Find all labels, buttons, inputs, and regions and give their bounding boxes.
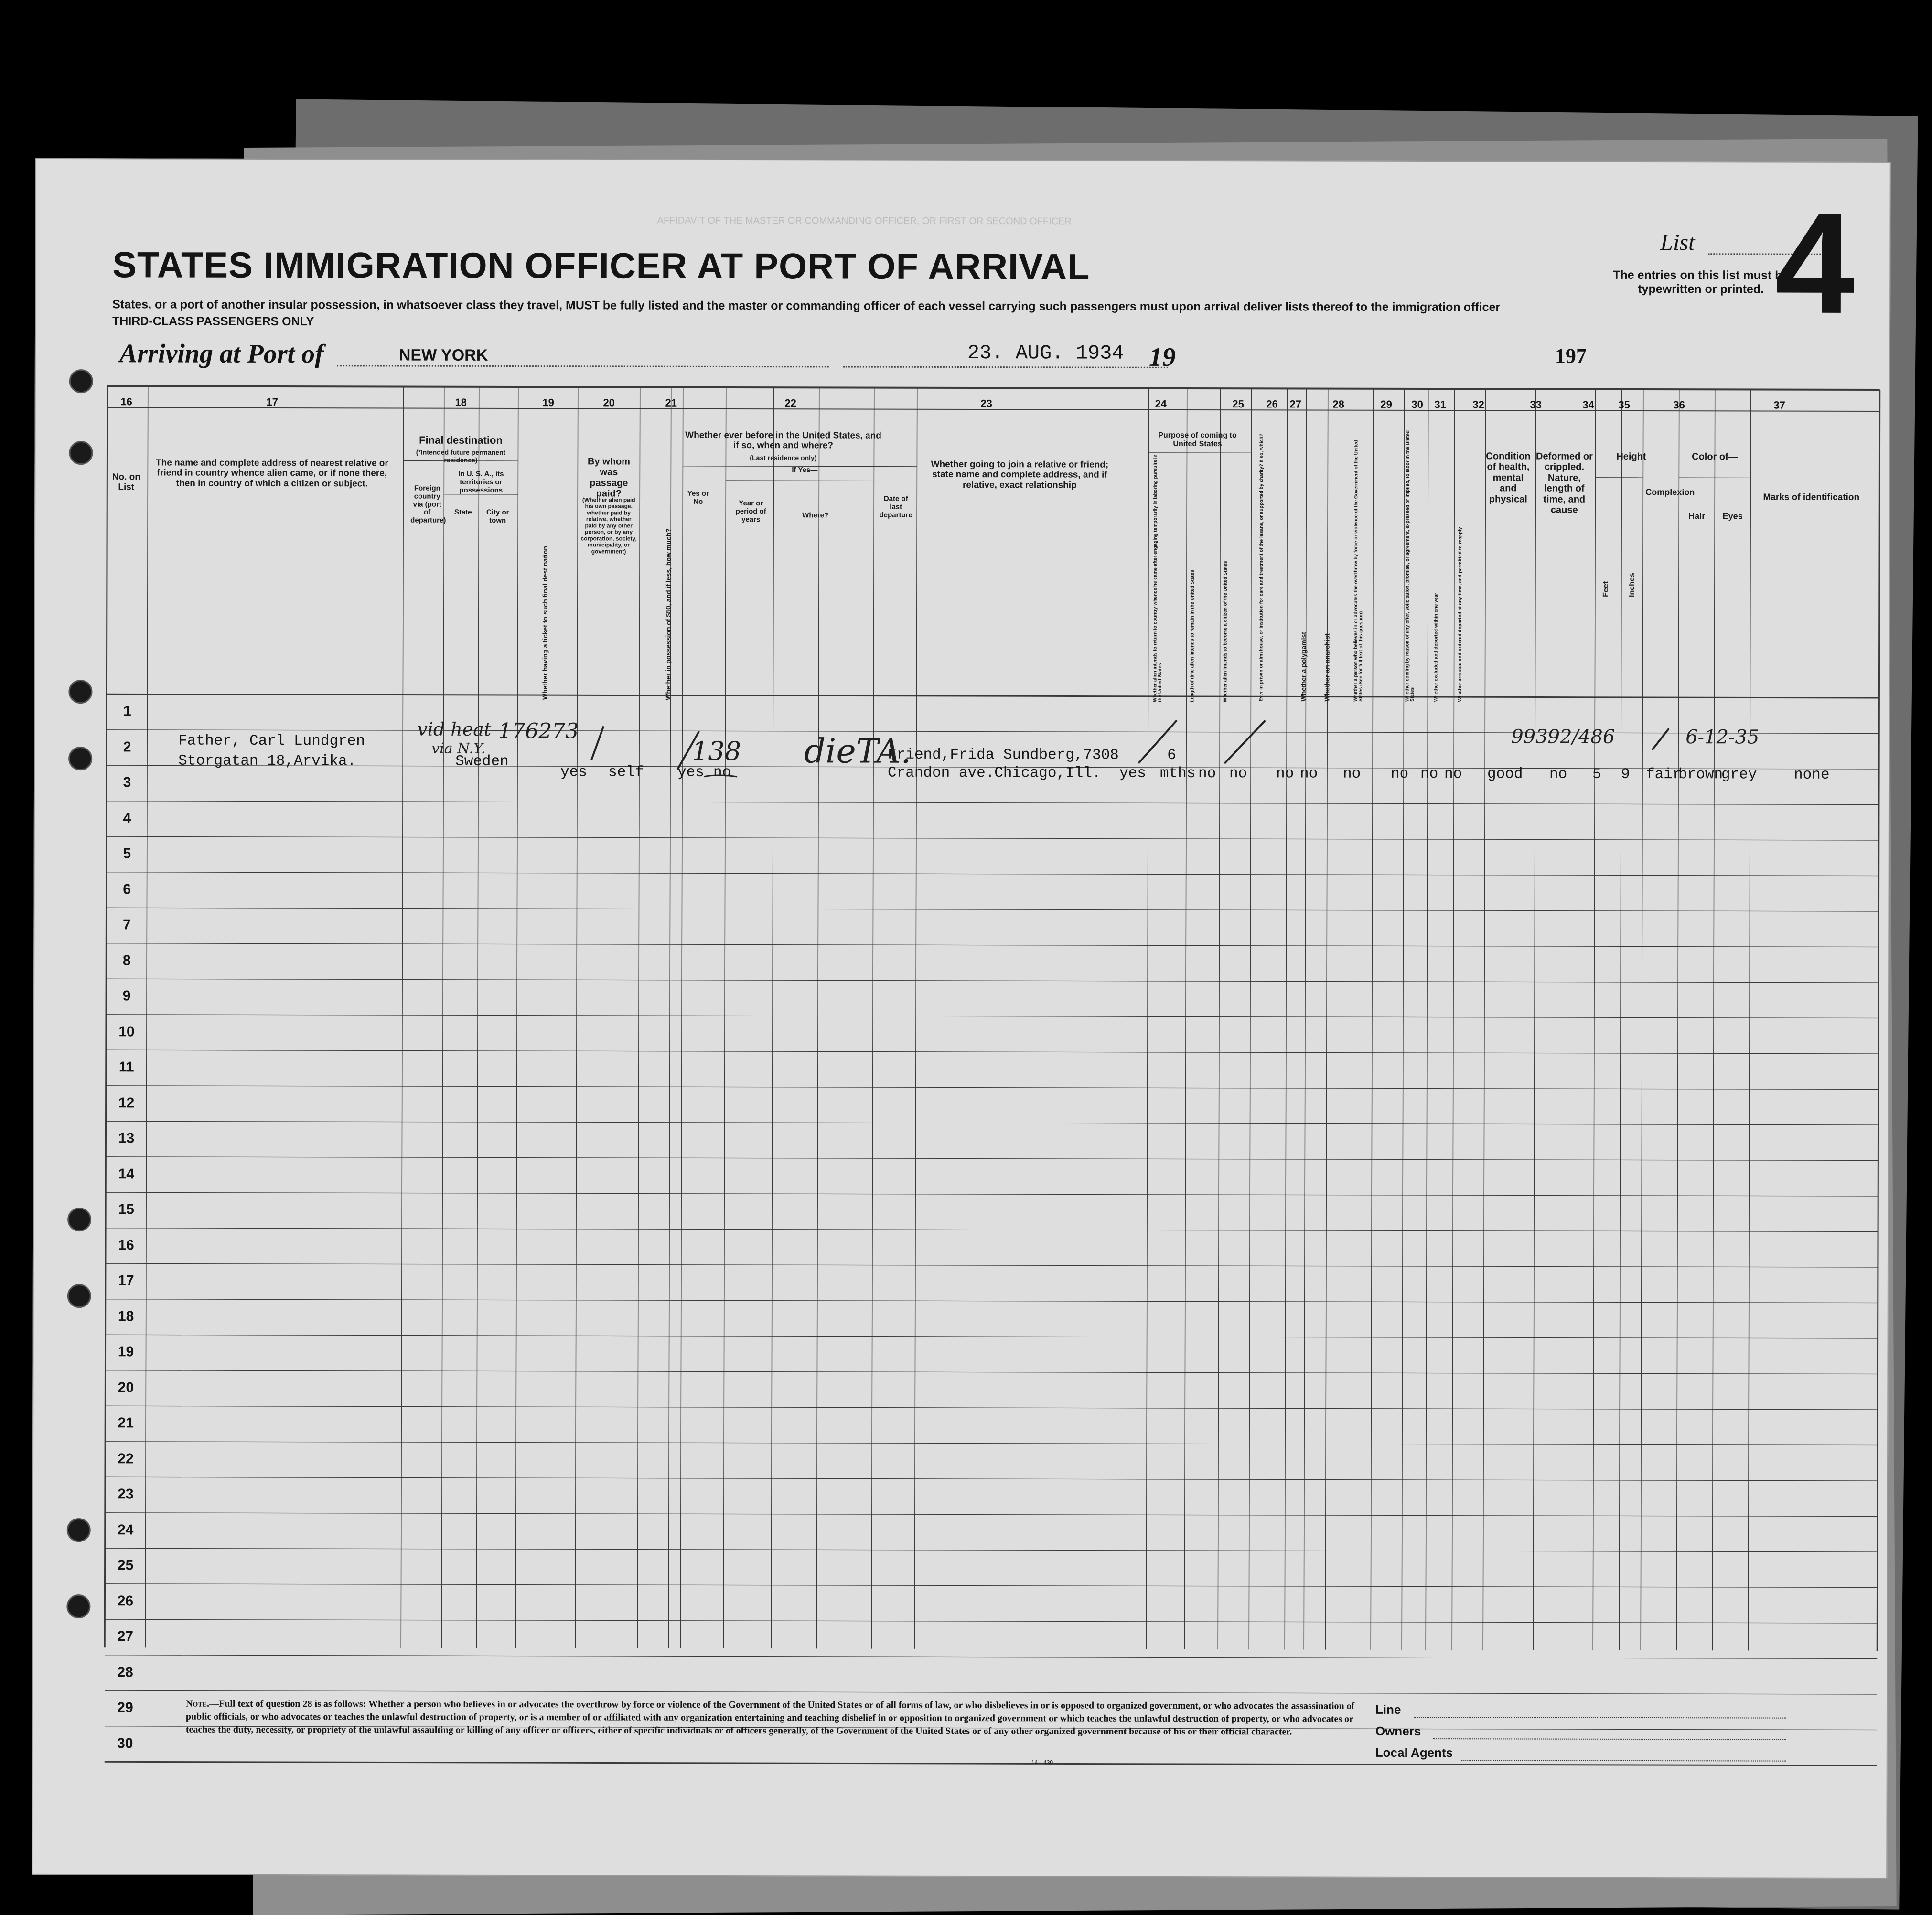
col-number: 19 [542, 396, 554, 409]
destination-country: Sweden [455, 753, 509, 770]
col-number: 28 [1332, 398, 1344, 411]
header-year-period: Year or period of years [730, 500, 771, 524]
year-prefix: 19 [1149, 342, 1176, 373]
passenger-class-line: THIRD-CLASS PASSENGERS ONLY [112, 314, 314, 329]
excluded-value: no [1420, 766, 1438, 782]
col-number: 16 [120, 396, 132, 408]
row-number: 14 [109, 1166, 143, 1182]
polygamist-value: no [1276, 765, 1294, 782]
ticket-value: yes [560, 764, 587, 781]
header-offer-labor: Whether coming by reason of any offer, solicitation, promise, or agreement, expressed or implied, to labor in the United States [1405, 429, 1416, 702]
col-number: 37 [1773, 399, 1785, 412]
col-number: 24 [1155, 398, 1167, 410]
row-number: 28 [108, 1664, 142, 1680]
length-unit: mths [1160, 765, 1195, 782]
join-address: Crandon ave.Chicago,Ill. [888, 765, 1101, 782]
header-date-last-departure: Date of last departure [877, 495, 914, 520]
row-number: 25 [109, 1558, 142, 1574]
deformed-value: no [1549, 766, 1567, 783]
faint-bleedthrough-text: AFFIDAVIT OF THE MASTER OR COMMANDING OFFICER, OR FIRST OR SECOND OFFICER [657, 215, 1071, 227]
header-health: Condition of health, mental and physical [1485, 451, 1531, 504]
col-number: 36 [1673, 399, 1685, 411]
header-arrested: Whether arrested and ordered deported at any time, and permitted to reapply [1458, 429, 1463, 702]
row-number: 15 [109, 1202, 143, 1218]
header-final-destination: Final destination [406, 435, 516, 447]
row-number: 24 [109, 1522, 142, 1538]
header-passage-paid: By whom was passage paid? [580, 456, 637, 499]
length-number: 6 [1167, 747, 1176, 764]
row-number: 23 [109, 1487, 142, 1503]
header-purpose: Purpose of coming to United States [1150, 431, 1245, 449]
header-state: State [449, 509, 477, 517]
col-number: 17 [266, 396, 278, 408]
header-no-on-list: No. on List [107, 472, 145, 492]
hair-value: brown [1678, 766, 1723, 783]
handwritten-destination-note: vid heat [417, 719, 491, 740]
handwritten-number: 176273 [498, 719, 579, 743]
header-overthrow: Whether a person who believes in or advocates the overthrow by force or violence of the Government of the United States (See for full text of this question) [1353, 429, 1364, 702]
header-excluded: Whether excluded and deported within one year [1434, 429, 1439, 702]
header-feet: Feet [1602, 525, 1610, 597]
local-agents-label: Local Agents [1375, 1745, 1453, 1760]
overthrow-value: no [1343, 766, 1361, 782]
header-height: Height [1600, 451, 1662, 462]
handwritten-check-marks [32, 159, 1890, 1878]
col-number: 30 [1411, 398, 1423, 411]
header-purpose-return: Whether alien intends to return to country whence he came after engaging temporarily in laboring pursuits in the United States [1153, 454, 1163, 702]
col-number: 27 [1289, 398, 1301, 410]
handwritten-certificate-number: 99392/486 [1511, 726, 1615, 748]
row-number: 21 [109, 1415, 142, 1432]
relative-address: Storgatan 18,Arvika. [178, 753, 356, 770]
header-yes-or-no: Yes or No [684, 490, 712, 506]
form-number: 197 [1555, 344, 1587, 368]
join-name: Friend,Frida Sundberg,7308 [888, 747, 1119, 764]
col-number: 35 [1618, 399, 1630, 411]
header-relative-address: The name and complete address of nearest relative or friend in country whence alien came, or if none there, then in country of which a citizen or subject. [155, 458, 389, 489]
eyes-value: grey [1721, 766, 1757, 783]
manifest-page [32, 158, 1891, 1879]
marks-value: none [1794, 767, 1829, 783]
passage-value: self [608, 764, 644, 781]
header-prison: Ever in prison or almshouse, or institution for care and treatment of the insane, or supported by charity? If so, which? [1259, 429, 1265, 701]
col-number: 26 [1266, 398, 1278, 410]
header-if-yes: If Yes— [726, 466, 883, 474]
row-number: 13 [109, 1131, 143, 1147]
list-number-stamp: 4 [1775, 192, 1855, 335]
header-passage-paid-note: (Whether alien paid his own passage, whether paid by relative, whether paid by any other person, or by any corporation, society, municipality, or government) [580, 497, 637, 555]
col-number: 33 [1530, 398, 1542, 411]
row-number: 8 [110, 952, 143, 969]
list-label: List [1660, 229, 1695, 256]
header-eyes: Eyes [1715, 511, 1750, 521]
arriving-label: Arriving at Port of [119, 338, 324, 369]
prison-value: no [1229, 765, 1247, 782]
row-number: 9 [110, 988, 143, 1005]
relative-name: Father, Carl Lundgren [178, 733, 365, 750]
form-title: STATES IMMIGRATION OFFICER AT PORT OF ARRIVAL [112, 244, 1090, 288]
header-marks: Marks of identification [1751, 492, 1871, 503]
col-number: 21 [665, 397, 677, 409]
header-purpose-citizen: Whether alien intends to become a citizen of the United States [1223, 454, 1229, 702]
note-text: —Full text of question 28 is as follows: Whether a person who believes in or advocates the overthrow by force or violence of the Government of the United States or of all forms of law, or who disbelieves in or is opposed to organized government, or who advocates the assassination of public officials, or who advocates or teaches the unlawful destruction of property, or is a member of or affiliated with any organization entertaining and teaching disbelief in or opposition to organized government or which teaches the unlawful destruction of property, or who advocates or teaches the duty, necessity, or propriety of the unlawful assaulting or killing of any officer or officers, either of specific individuals or of officers generally, of the Government of the United States or of any other organized government because of his or their official character. [186, 1699, 1354, 1737]
header-inches: Inches [1629, 525, 1637, 597]
header-where: Where? [797, 512, 833, 520]
note-label: Note. [186, 1699, 209, 1709]
arrested-value: no [1444, 766, 1462, 782]
complexion-value: fair [1646, 766, 1681, 783]
row-number: 2 [110, 739, 144, 755]
col-number: 32 [1472, 398, 1484, 411]
row-number: 7 [110, 917, 143, 933]
header-final-destination-note: (*Intended future permanent residence) [406, 449, 515, 464]
handwritten-where-note: dieTA. [804, 731, 911, 770]
header-foreign-country: Foreign country via (port of departure) [410, 485, 444, 525]
header-anarchist: Whether an anarchist [1323, 429, 1331, 702]
header-hair: Hair [1679, 511, 1715, 521]
return-value: yes [1119, 765, 1146, 782]
row-number: 3 [110, 775, 144, 791]
money-value: yes [677, 764, 704, 781]
height-inches-value: 9 [1621, 766, 1630, 783]
header-color-of: Color of— [1679, 451, 1750, 462]
row-number: 5 [110, 846, 144, 862]
col-number: 23 [980, 397, 992, 410]
header-ticket: Whether having a ticket to such final destination [541, 428, 549, 700]
owners-label: Owners [1375, 1724, 1421, 1739]
row-number: 6 [110, 881, 144, 898]
row-number: 12 [110, 1095, 143, 1111]
row-number: 22 [109, 1451, 142, 1467]
handwritten-certificate-date: 6-12-35 [1685, 726, 1759, 748]
row-number: 1 [110, 704, 144, 720]
row-number: 10 [110, 1024, 143, 1040]
row-number: 20 [109, 1380, 142, 1396]
question-28-note [186, 1698, 1371, 1739]
col-number: 20 [603, 396, 615, 409]
header-ever-before-note: (Last residence only) [683, 454, 883, 462]
arrival-port: NEW YORK [399, 346, 488, 365]
header-polygamist: Whether a polygamist [1300, 429, 1308, 701]
arrival-date-stamp: 23. AUG. 1934 [967, 342, 1124, 365]
citizen-value: no [1198, 765, 1216, 782]
header-purpose-length: Length of time alien intends to remain in the United States [1190, 454, 1196, 702]
form-code: 14—430 [1031, 1759, 1053, 1765]
offer-value: no [1391, 766, 1408, 782]
anarchist-value: no [1300, 765, 1318, 782]
entries-note: The entries on this list must be typewritten or printed. [1612, 268, 1789, 296]
row-number: 29 [108, 1700, 142, 1716]
row-number: 17 [109, 1273, 143, 1289]
row-number: 30 [108, 1735, 142, 1752]
col-number: 29 [1380, 398, 1392, 411]
handwritten-via-note: via N.Y. [431, 740, 485, 757]
row-number: 26 [108, 1593, 142, 1609]
col-number: 31 [1434, 398, 1446, 411]
col-number: 34 [1582, 399, 1594, 411]
header-city: City or town [480, 509, 515, 525]
handwritten-money-amount: 138 [692, 736, 741, 766]
height-feet-value: 5 [1592, 766, 1601, 783]
row-number: 11 [110, 1059, 143, 1076]
row-number: 27 [108, 1629, 142, 1645]
ever-before-value: no [713, 764, 731, 781]
row-number: 16 [109, 1237, 143, 1253]
col-number: 22 [784, 397, 796, 409]
col-number: 18 [455, 396, 467, 409]
form-statement: States, or a port of another insular possession, in whatsoever class they travel, MUST be fully listed and the master or commanding officer of each vessel carrying such passengers must upon arrival deliver lists thereof to the immigration officer [112, 298, 1500, 314]
health-value: good [1487, 766, 1523, 782]
col-number: 25 [1232, 398, 1244, 410]
line-label: Line [1375, 1702, 1401, 1717]
row-number: 4 [110, 810, 144, 826]
header-in-usa: In U. S. A., its territories or possessions [446, 471, 515, 495]
header-deformed: Deformed or crippled. Nature, length of time, and cause [1535, 451, 1593, 516]
header-complexion: Complexion [1645, 487, 1688, 497]
row-number: 18 [109, 1308, 143, 1325]
row-number: 19 [109, 1344, 142, 1360]
header-ever-before: Whether ever before in the United States, and if so, when and where? [683, 430, 883, 451]
header-money: Whether in possession of $50, and if less, how much? [665, 428, 672, 700]
header-going-to-join: Whether going to join a relative or friend; state name and complete address, and if relative, exact relationship [922, 460, 1117, 491]
